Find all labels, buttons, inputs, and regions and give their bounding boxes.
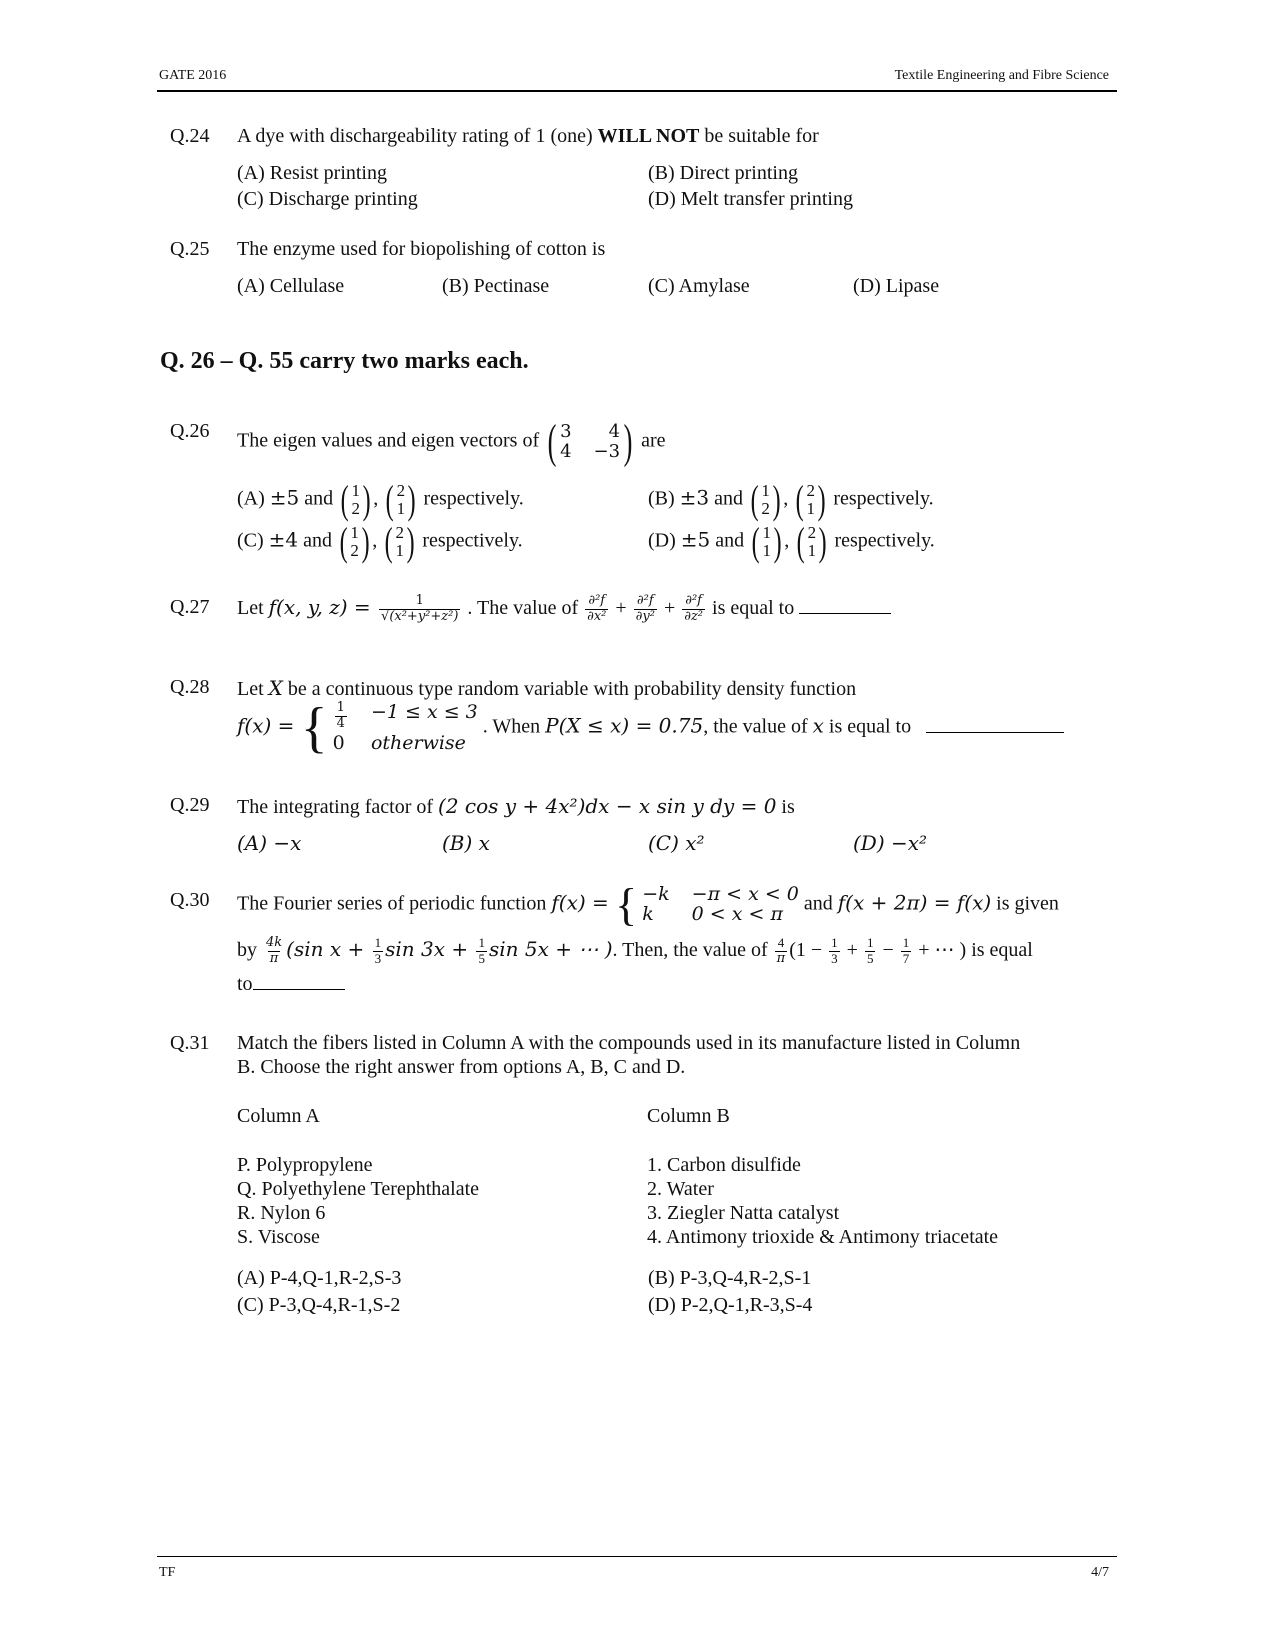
q25-option-b[interactable]: (B) Pectinase — [442, 275, 550, 297]
q30-line2: by $\frac{4k}{\pi}$ (sin x + $\frac{1}{3}$ sin 3x + $\frac{1}{5}$ sin 5x + ⋯ ). Then, the value of $\frac{4}{\pi}$ (1 − $\frac{1}{3}$ + $\frac{1}{5}$ − $\frac{1}{7}$ + ⋯ ) is equal — [237, 935, 1033, 966]
q27-text: Let f(x, y, z) = $\frac{1}{\text{√(x²+y²+z²)}}$ . The value of $\frac{\text{∂²f}}{\text{∂x²}}$ + $\frac{\text{∂²f}}{\text{∂y²}}$ + $\frac{\text{∂²f}}{\text{∂z²}}$ is equal to — [237, 594, 891, 625]
q30-line3: to — [237, 973, 345, 996]
q24-number: Q.24 — [170, 125, 210, 147]
q25-option-c[interactable]: (C) Amylase — [648, 275, 750, 297]
page-header — [157, 68, 1117, 92]
q26-option-b[interactable]: (B) ±3 and ( 1 2 ) , ( 2 1 ) respectively. — [648, 477, 934, 522]
q25-option-d[interactable]: (D) Lipase — [853, 275, 940, 297]
q27-number: Q.27 — [170, 596, 210, 618]
q31-option-a[interactable]: (A) P-4,Q-1,R-2,S-3 — [237, 1267, 402, 1289]
q24-option-a[interactable]: (A) Resist printing — [237, 162, 387, 184]
q24-option-d[interactable]: (D) Melt transfer printing — [648, 188, 853, 210]
q25-text: The enzyme used for biopolishing of cotton is — [237, 238, 606, 260]
q29-option-c[interactable]: (C) x² — [648, 831, 705, 855]
page-footer — [157, 1556, 1117, 1580]
q31-number: Q.31 — [170, 1032, 210, 1054]
paper-subject: Textile Engineering and Fibre Science — [894, 68, 1109, 83]
q29-number: Q.29 — [170, 794, 210, 816]
q31-column-b-item: 3. Ziegler Natta catalyst — [647, 1202, 840, 1224]
q31-column-a-item: S. Viscose — [237, 1226, 320, 1248]
q26-number: Q.26 — [170, 420, 210, 442]
q28-line2: f(x) = { $\frac{1}{4}$ −1 ≤ x ≤ 3 0 otherwise . When P(X ≤ x) = 0.75, the value of x is equal to — [237, 700, 1064, 756]
exam-title: GATE 2016 — [159, 68, 227, 83]
q26-text: The eigen values and eigen vectors of ( 3 4 4 −3 ) are — [237, 415, 666, 468]
q31-option-c[interactable]: (C) P-3,Q-4,R-1,S-2 — [237, 1294, 401, 1316]
q30-number: Q.30 — [170, 889, 210, 911]
q28-answer-blank[interactable] — [926, 732, 1064, 733]
page-number: 4/7 — [1091, 1565, 1109, 1580]
q26-option-a[interactable]: (A) ±5 and ( 1 2 ) , ( 2 1 ) respectively. — [237, 477, 524, 522]
q29-text: The integrating factor of (2 cos y + 4x²)dx − x sin y dy = 0 is — [237, 794, 795, 818]
q31-column-b-item: 1. Carbon disulfide — [647, 1154, 801, 1176]
q31-line2: B. Choose the right answer from options A, B, C and D. — [237, 1056, 686, 1078]
q29-option-a[interactable]: (A) −x — [237, 831, 302, 855]
q31-line1: Match the fibers listed in Column A with the compounds used in its manufacture listed in Column — [237, 1032, 1021, 1054]
q24-option-c[interactable]: (C) Discharge printing — [237, 188, 418, 210]
q24-text: A dye with dischargeability rating of 1 (one) WILL NOT be suitable for — [237, 125, 819, 147]
q31-column-a-header: Column A — [237, 1105, 320, 1127]
q31-column-b-header: Column B — [647, 1105, 730, 1127]
q29-option-d[interactable]: (D) −x² — [853, 831, 928, 855]
q31-column-a-item: R. Nylon 6 — [237, 1202, 326, 1224]
paper-code: TF — [159, 1565, 176, 1580]
q28-line1: Let X be a continuous type random variable with probability density function — [237, 676, 857, 700]
section-heading: Q. 26 – Q. 55 carry two marks each. — [160, 348, 529, 374]
q26-matrix: ( 3 4 4 −3 ) — [547, 415, 633, 468]
q26-option-d[interactable]: (D) ±5 and ( 1 1 ) , ( 2 1 ) respectively. — [648, 519, 935, 564]
q31-option-b[interactable]: (B) P-3,Q-4,R-2,S-1 — [648, 1267, 812, 1289]
q31-column-b-item: 2. Water — [647, 1178, 714, 1200]
q25-option-a[interactable]: (A) Cellulase — [237, 275, 345, 297]
q31-column-a-item: P. Polypropylene — [237, 1154, 373, 1176]
q28-number: Q.28 — [170, 676, 210, 698]
q25-number: Q.25 — [170, 238, 210, 260]
q29-option-b[interactable]: (B) x — [442, 831, 490, 855]
q31-column-b-item: 4. Antimony trioxide & Antimony triacetate — [647, 1226, 999, 1248]
q30-answer-blank[interactable] — [253, 989, 345, 990]
q27-answer-blank[interactable] — [799, 613, 891, 614]
q31-column-a-item: Q. Polyethylene Terephthalate — [237, 1178, 480, 1200]
q26-option-c[interactable]: (C) ±4 and ( 1 2 ) , ( 2 1 ) respectively. — [237, 519, 523, 564]
q30-line1: The Fourier series of periodic function f(x) = { −k −π < x < 0 k 0 < x < π and f(x + 2π) = f(x) is given — [237, 879, 1059, 930]
q24-option-b[interactable]: (B) Direct printing — [648, 162, 798, 184]
q31-option-d[interactable]: (D) P-2,Q-1,R-3,S-4 — [648, 1294, 813, 1316]
